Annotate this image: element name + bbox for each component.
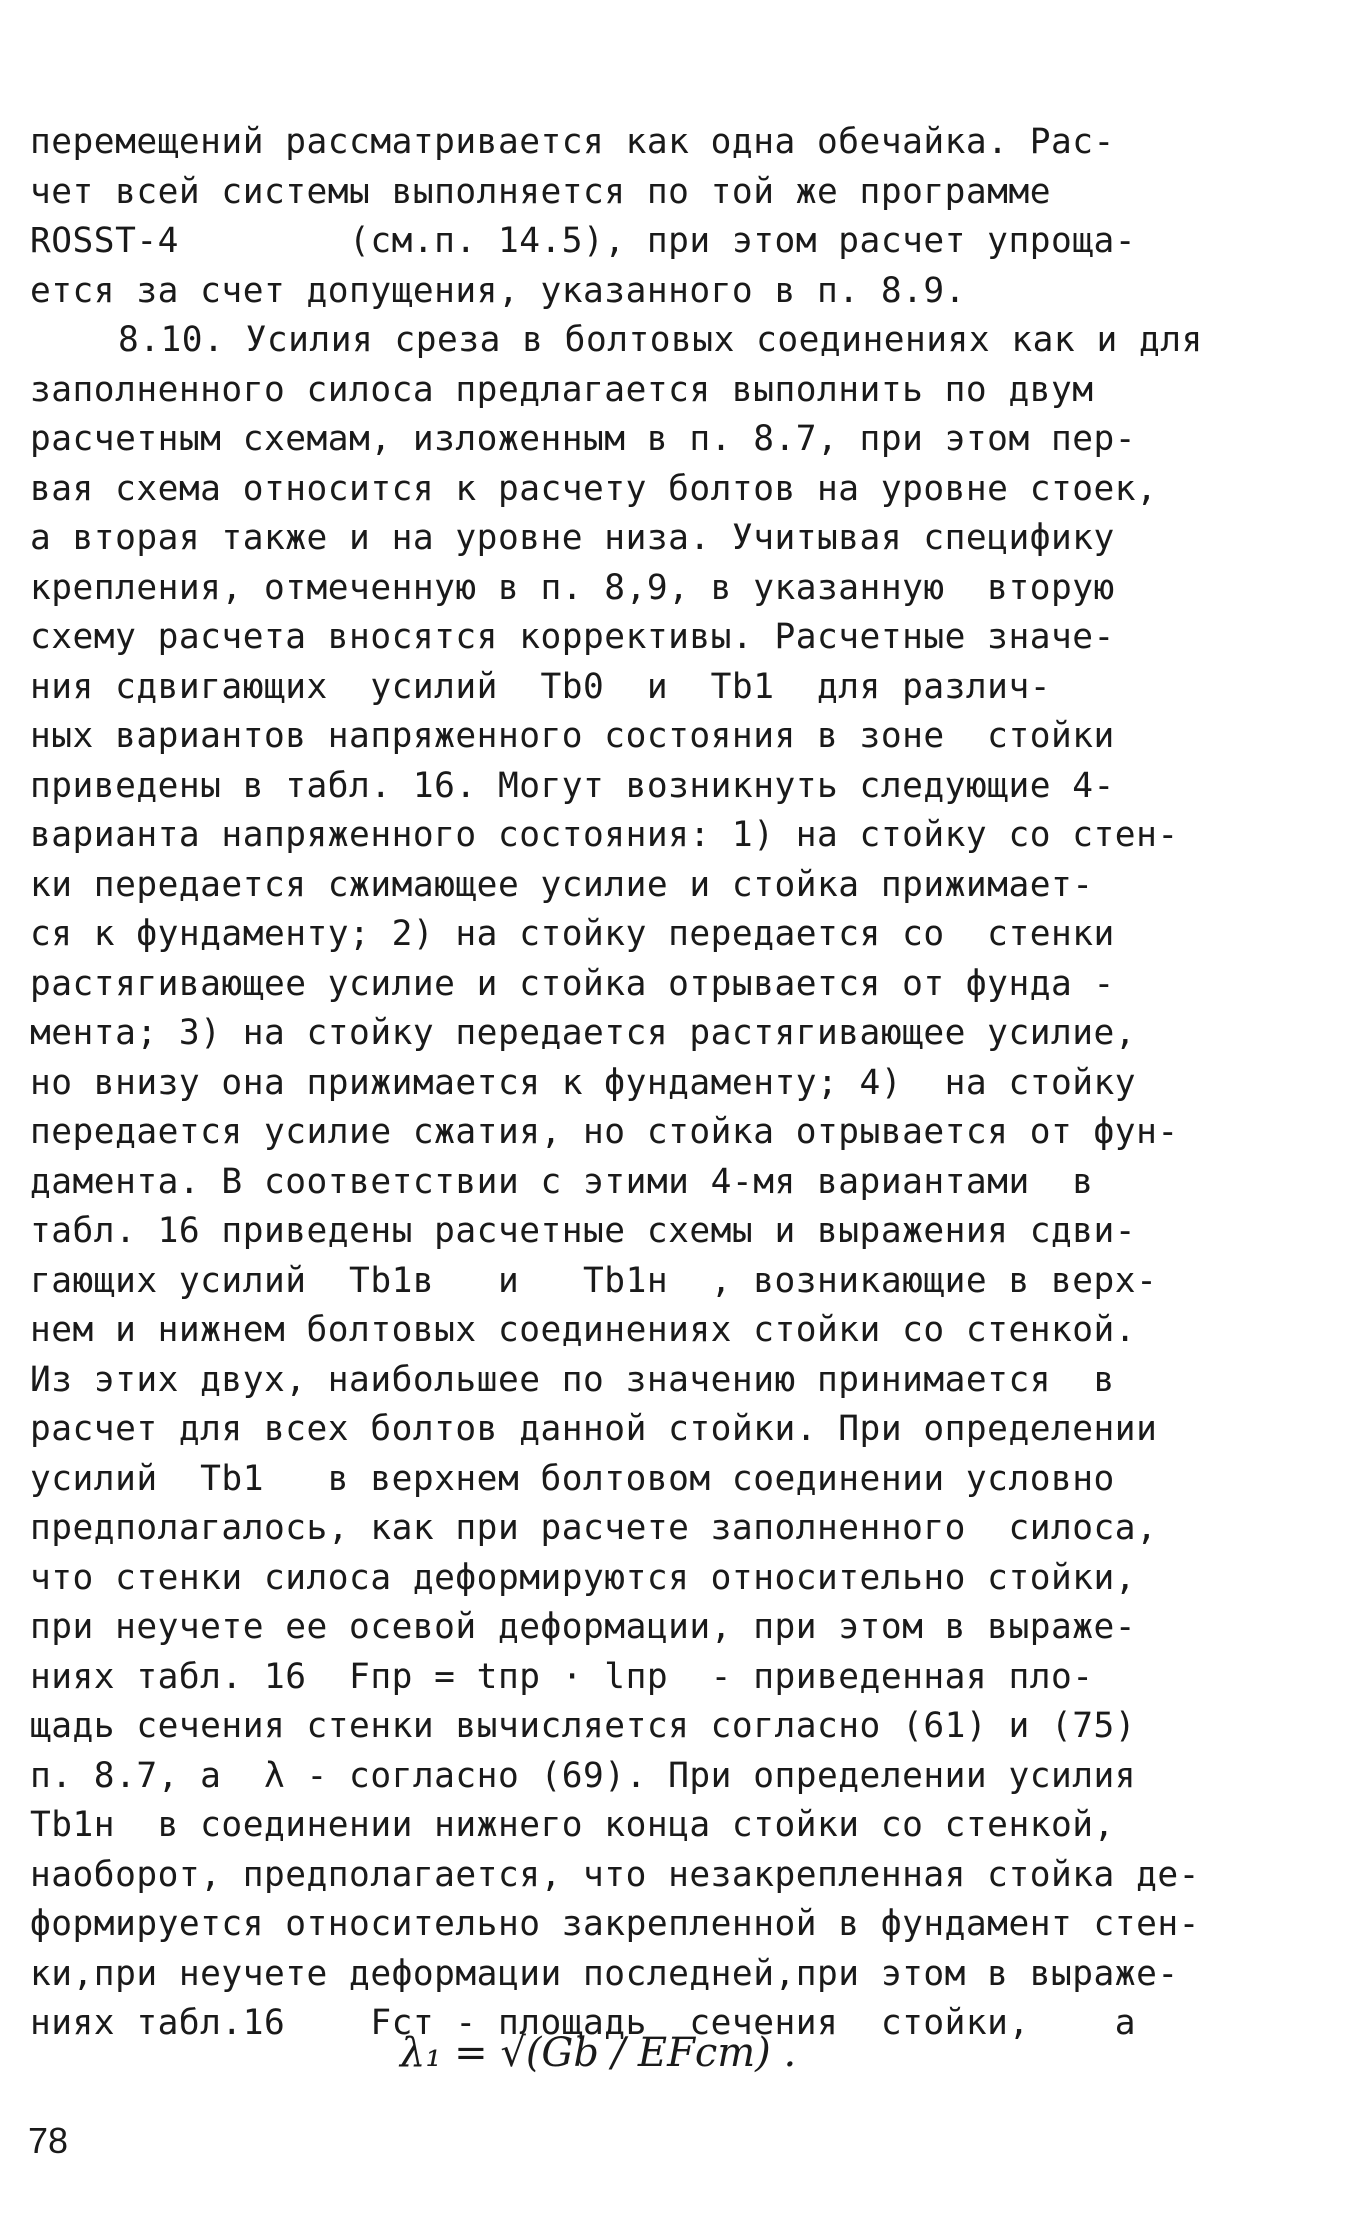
text-line: расчет для всех болтов данной стойки. При определении [30, 1409, 1158, 1449]
text-line: но внизу она прижимается к фундаменту; 4) на стойку [30, 1062, 1137, 1103]
page-number: 78 [28, 2120, 69, 2161]
text-line: а вторая также и на уровне низа. Учитывая специфику [30, 518, 1115, 558]
text-line: приведены в табл. 16. Могут возникнуть следующие 4- [30, 765, 1115, 806]
text-line: растягивающее усилие и стойка отрывается от фунда - [30, 963, 1115, 1004]
text-line: Из этих двух, наибольшее по значению принимается в [30, 1359, 1115, 1400]
text-line: усилий Tb1 в верхнем болтовом соединении условно [30, 1458, 1115, 1499]
text-line: ных вариантов напряженного состояния в зоне стойки [30, 716, 1115, 756]
text-line: предполагалось, как при расчете заполненного силоса, [30, 1508, 1158, 1548]
text-line: ки передается сжимающее усилие и стойка прижимает- [30, 864, 1094, 905]
text-line: табл. 16 приведены расчетные схемы и выражения сдви- [30, 1211, 1137, 1251]
text-line: формируется относительно закрепленной в фундамент стен- [30, 1904, 1200, 1944]
text-line: что стенки силоса деформируются относительно стойки, [30, 1557, 1137, 1598]
text-line: перемещений рассматривается как одна обечайка. Рас- [30, 122, 1115, 162]
text-line: мента; 3) на стойку передается растягивающее усилие, [30, 1013, 1137, 1053]
text-line: ся к фундаменту; 2) на стойку передается со стенки [30, 914, 1115, 954]
text-line: ниях табл. 16 Fпр = tпр · lпр - приведенная пло- [30, 1656, 1094, 1697]
text-line: расчетным схемам, изложенным в п. 8.7, при этом пер- [30, 419, 1137, 459]
text-line: Tb1н в соединении нижнего конца стойки со стенкой, [30, 1805, 1115, 1845]
text-line: ния сдвигающих усилий Tb0 и Tb1 для различ- [30, 666, 1051, 707]
text-line: чет всей системы выполняется по той же программе [30, 171, 1051, 212]
text-line: щадь сечения стенки вычисляется согласно (61) и (75) [30, 1706, 1137, 1746]
text-line: ется за счет допущения, указанного в п. 8.9. [30, 270, 966, 311]
text-line: передается усилие сжатия, но стойка отрывается от фун- [30, 1112, 1179, 1152]
text-line: при неучете ее осевой деформации, при этом в выраже- [30, 1607, 1137, 1647]
text-line: варианта напряженного состояния: 1) на стойку со стен- [30, 815, 1179, 855]
text-line: п. 8.7, а λ - согласно (69). При определении усилия [30, 1755, 1137, 1796]
text-line: ки,при неучете деформации последней,при этом в выраже- [30, 1953, 1179, 1994]
text-line: схему расчета вносятся коррективы. Расчетные значе- [30, 617, 1115, 657]
paragraph-start-line: 8.10. Усилия среза в болтовых соединениях как и для [118, 320, 1203, 360]
text-line: ROSST-4 (см.п. 14.5), при этом расчет упроща- [30, 221, 1137, 261]
text-line: дамента. В соответствии с этими 4-мя вариантами в [30, 1161, 1094, 1202]
text-line: наоборот, предполагается, что незакрепленная стойка де- [30, 1854, 1200, 1895]
text-line: заполненного силоса предлагается выполнить по двум [30, 369, 1094, 410]
text-line: вая схема относится к расчету болтов на уровне стоек, [30, 468, 1158, 509]
text-line: нем и нижнем болтовых соединениях стойки со стенкой. [30, 1310, 1137, 1350]
formula-lambda1: λ₁ = √(Gb / EFст) . [400, 2030, 797, 2076]
body-text [30, 118, 1320, 2049]
text-line: крепления, отмеченную в п. 8,9, в указанную вторую [30, 567, 1115, 608]
text-line: ниях табл.16 Fст - площадь сечения стойки, а [30, 2003, 1137, 2043]
text-line: гающих усилий Tb1в и Tb1н , возникающие в верх- [30, 1260, 1158, 1301]
